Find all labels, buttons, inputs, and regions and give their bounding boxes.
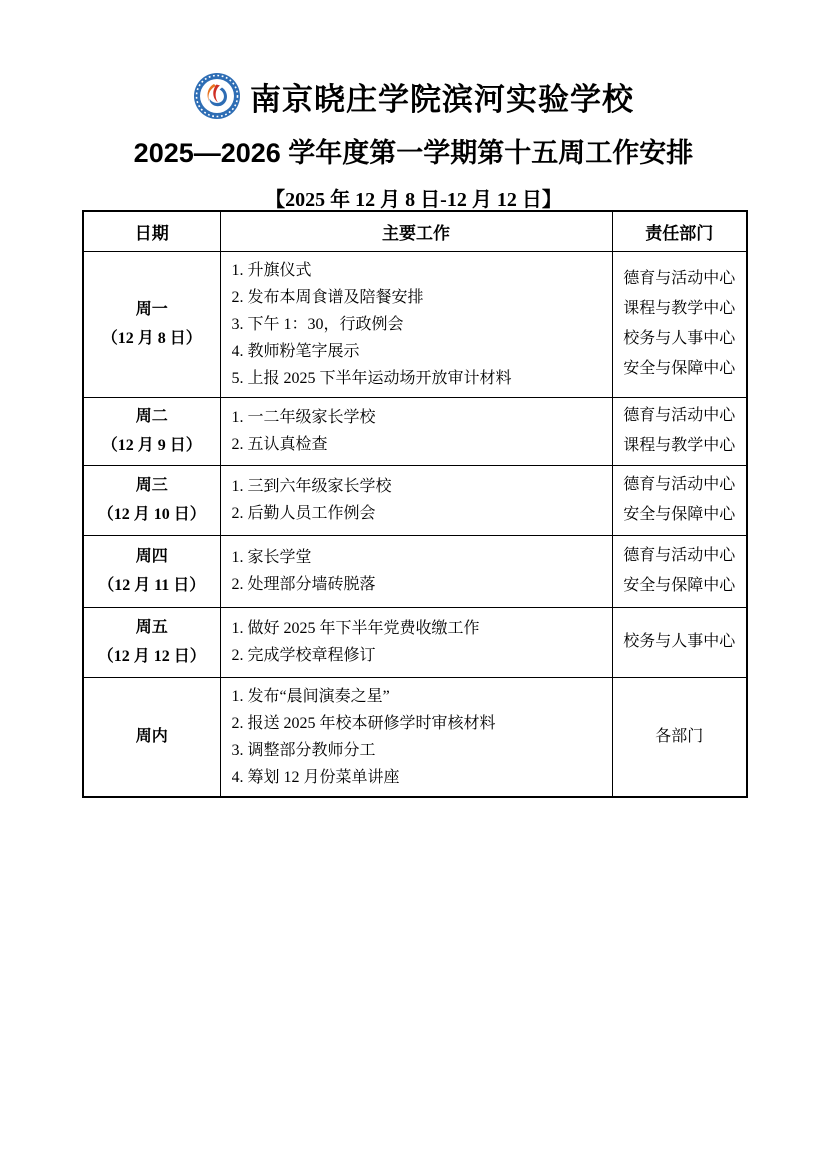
task-line: 2. 后勤人员工作例会 xyxy=(231,505,376,522)
table-row-within-week xyxy=(83,677,747,797)
task-line: 1. 升旗仪式 xyxy=(231,261,312,279)
table-row-tuesday xyxy=(83,397,747,465)
school-name: 南京晓庄学院滨河实验学校 xyxy=(250,81,634,117)
day-cell xyxy=(83,607,220,677)
departments-cell xyxy=(612,677,747,797)
tasks-cell xyxy=(220,535,612,607)
tasks-cell xyxy=(220,251,612,397)
day-cell xyxy=(83,397,220,465)
table-row-thursday xyxy=(83,535,747,607)
table-row-friday xyxy=(83,607,747,677)
table-row-wednesday xyxy=(83,465,747,535)
task-line: 2. 处理部分墙砖脱落 xyxy=(231,576,376,593)
task-line: 4. 筹划 12 月份菜单讲座 xyxy=(231,768,400,786)
day-cell xyxy=(83,465,220,535)
departments-cell xyxy=(612,397,747,465)
day-date: （12 月 11 日） xyxy=(98,577,206,594)
weekly-schedule-table xyxy=(82,210,748,798)
table-header-row xyxy=(83,211,747,251)
task-line: 1. 三到六年级家长学校 xyxy=(231,478,392,495)
departments-cell xyxy=(612,607,747,677)
header-department-column: 责任部门 xyxy=(612,211,747,251)
department-line: 德育与活动中心 xyxy=(623,407,736,424)
header-date-column: 日期 xyxy=(83,211,220,251)
departments-cell xyxy=(612,535,747,607)
departments-cell xyxy=(612,251,747,397)
day-label: 周二 xyxy=(135,408,168,425)
department-line: 安全与保障中心 xyxy=(623,577,736,594)
day-cell xyxy=(83,677,220,797)
day-cell xyxy=(83,251,220,397)
department-line: 校务与人事中心 xyxy=(623,330,736,347)
day-date: （12 月 8 日） xyxy=(101,330,202,347)
department-line: 德育与活动中心 xyxy=(623,270,736,287)
header-main-work-column: 主要工作 xyxy=(220,211,612,251)
task-line: 4. 教师粉笔字展示 xyxy=(231,342,360,360)
task-line: 1. 家长学堂 xyxy=(231,549,312,566)
day-label: 周内 xyxy=(135,728,168,745)
task-line: 2. 完成学校章程修订 xyxy=(231,647,376,664)
day-cell xyxy=(83,535,220,607)
tasks-cell xyxy=(220,397,612,465)
department-line: 德育与活动中心 xyxy=(623,547,736,564)
department-line: 校务与人事中心 xyxy=(623,633,736,650)
document-title: 2025—2026 学年度第一学期第十五周工作安排 xyxy=(133,138,694,168)
day-label: 周一 xyxy=(135,301,168,318)
task-line: 1. 发布“晨间演奏之星” xyxy=(231,687,390,705)
task-line: 3. 下午 1：30，行政例会 xyxy=(231,315,404,333)
day-label: 周三 xyxy=(135,477,168,494)
department-line: 德育与活动中心 xyxy=(623,476,736,493)
school-logo-icon xyxy=(193,72,241,120)
department-line: 课程与教学中心 xyxy=(623,300,736,317)
week-date-range: 【2025 年 12 月 8 日-12 月 12 日】 xyxy=(265,189,562,211)
table-row-monday xyxy=(83,251,747,397)
tasks-cell xyxy=(220,677,612,797)
day-label: 周五 xyxy=(135,619,168,636)
department-line: 各部门 xyxy=(655,727,704,745)
department-line: 课程与教学中心 xyxy=(623,437,736,454)
school-title-line xyxy=(0,70,827,122)
day-label: 周四 xyxy=(135,548,168,565)
task-line: 2. 发布本周食谱及陪餐安排 xyxy=(231,288,424,306)
day-date: （12 月 9 日） xyxy=(101,437,202,454)
task-line: 1. 一二年级家长学校 xyxy=(231,409,376,426)
task-line: 5. 上报 2025 下半年运动场开放审计材料 xyxy=(231,369,512,387)
document-header xyxy=(0,70,827,212)
department-line: 安全与保障中心 xyxy=(623,360,736,377)
tasks-cell xyxy=(220,607,612,677)
department-line: 安全与保障中心 xyxy=(623,506,736,523)
task-line: 2. 报送 2025 年校本研修学时审核材料 xyxy=(231,714,496,732)
departments-cell xyxy=(612,465,747,535)
task-line: 2. 五认真检查 xyxy=(231,436,328,453)
task-line: 1. 做好 2025 年下半年党费收缴工作 xyxy=(231,620,480,637)
task-line: 3. 调整部分教师分工 xyxy=(231,741,376,759)
day-date: （12 月 12 日） xyxy=(97,648,206,665)
day-date: （12 月 10 日） xyxy=(97,506,206,523)
tasks-cell xyxy=(220,465,612,535)
